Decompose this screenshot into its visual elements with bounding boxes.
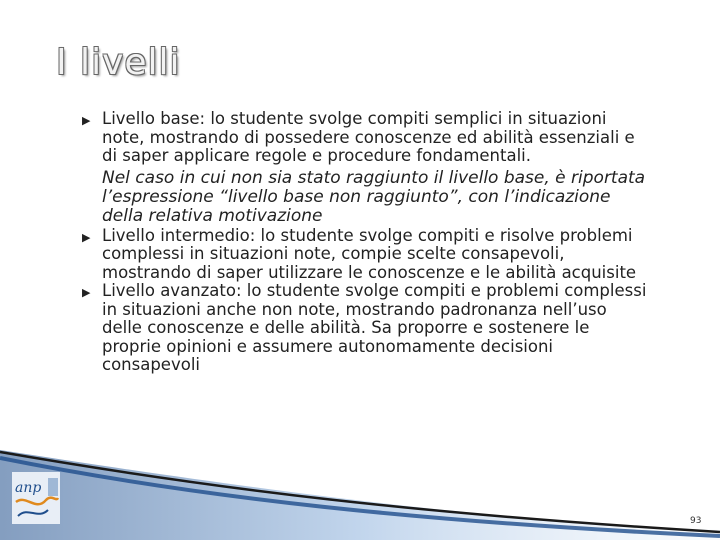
footer-decoration (0, 430, 720, 540)
slide-title: I livelli (56, 42, 181, 83)
triangle-bullet-icon: ▶ (82, 114, 91, 127)
anp-logo-icon (12, 472, 60, 524)
item-term: Livello base (102, 109, 200, 128)
note-text: Nel caso in cui non sia stato raggiunto il livello base, è riportata l’espressione “livello base non raggiunto”, con l’indicazione della relativa motivazione (102, 167, 646, 226)
page-number: 93 (690, 516, 702, 526)
item-text: : lo studente svolge compiti e risolve problemi complessi in situazioni note, compie scelte consapevoli, mostrando di saper utilizzare le conoscenze e le abilità acquisite (102, 225, 637, 282)
svg-text:anp: anp (15, 480, 42, 496)
item-text: lo studente svolge compiti e problemi complessi in situazioni anche non note, mostrando padronanza nell’uso delle conoscenze e delle abilità. Sa proporre e sostenere le proprie opinioni e assumere autonomamente decisioni consapevoli (102, 281, 647, 374)
list-item-advanced (80, 282, 650, 375)
item-term: Livello intermedio (102, 225, 250, 245)
triangle-bullet-icon: ▶ (82, 286, 91, 299)
item-term: Livello avanzato: (102, 281, 242, 300)
triangle-bullet-icon: ▶ (82, 230, 91, 244)
list-item-base (80, 110, 650, 166)
list-item-intermediate (80, 227, 650, 283)
item-text: : lo studente svolge compiti semplici in situazioni note, mostrando di possedere conoscenze ed abilità essenziali e di saper applicare regole e procedure fondamentali. (102, 109, 635, 165)
levels-list (80, 110, 650, 375)
